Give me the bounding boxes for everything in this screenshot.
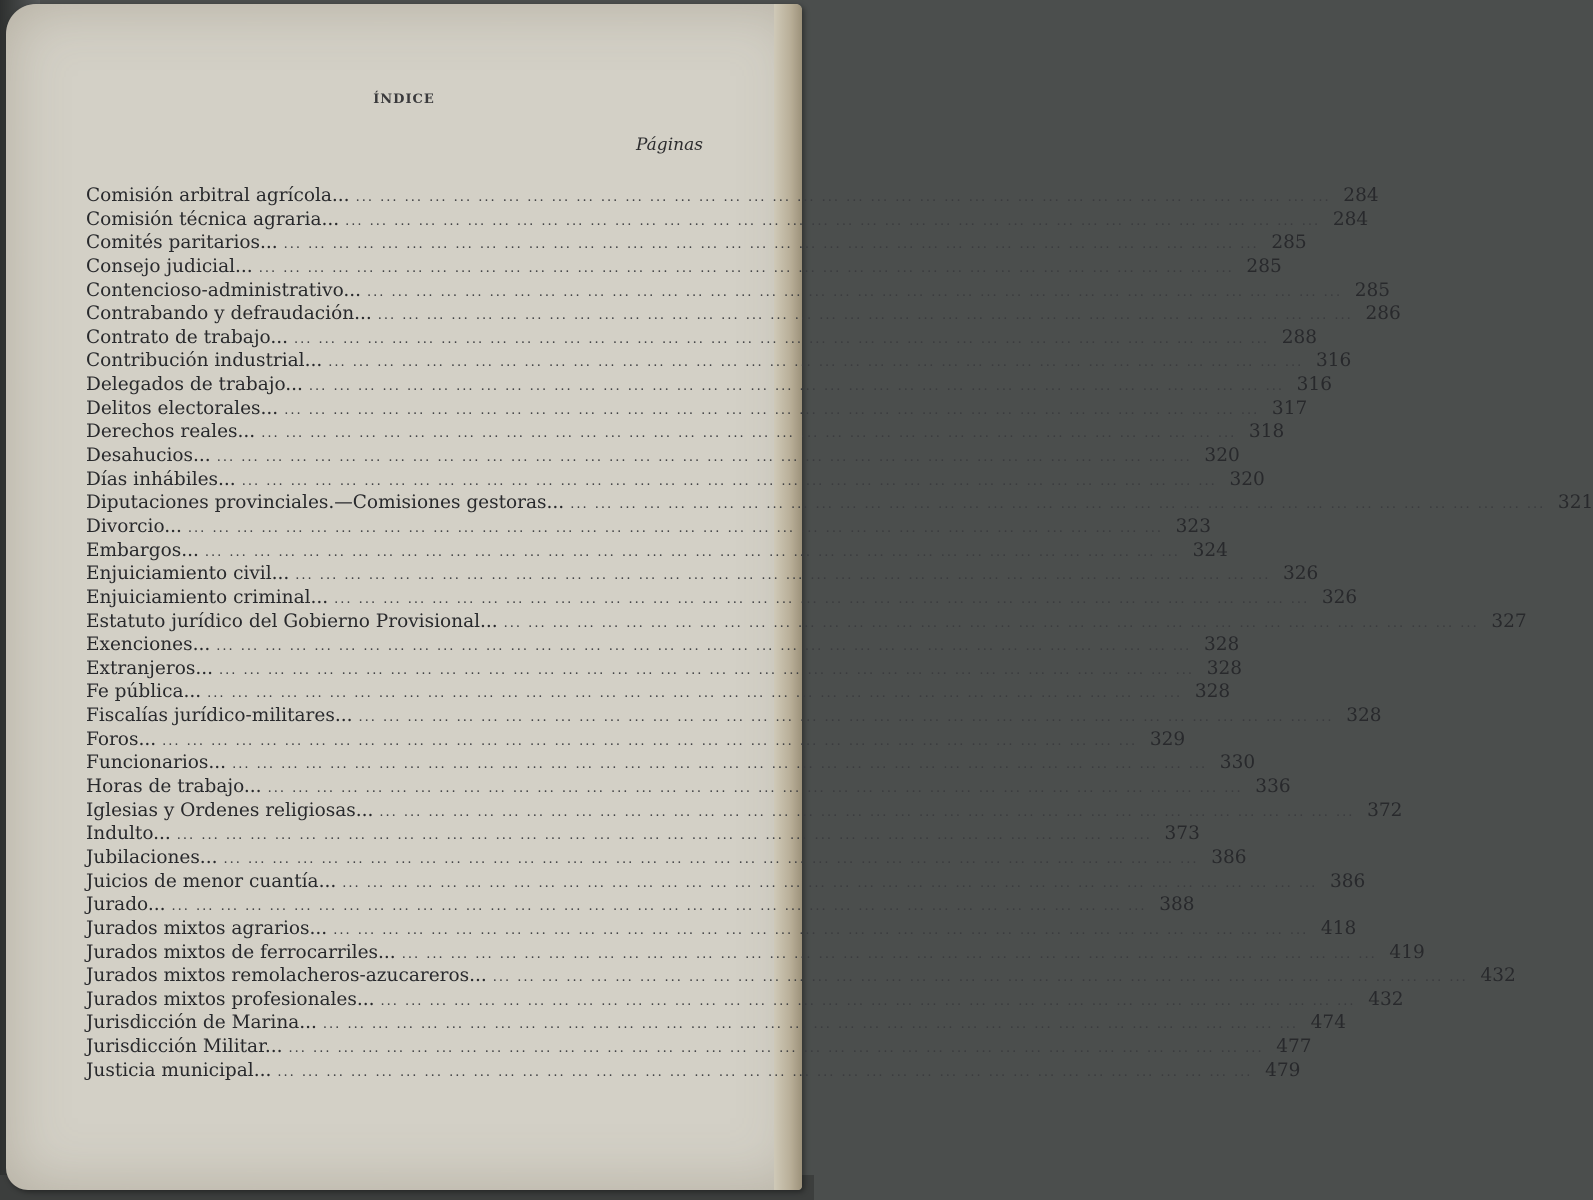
index-entry — [86, 775, 1291, 799]
index-entry-label: Comisión arbitral agrícola... — [86, 185, 350, 206]
index-entry-label: Comisión técnica agraria... — [86, 208, 340, 230]
index-entry — [86, 870, 1366, 894]
dot-leader: ... ... ... ... ... ... ... ... ... ... ... ... ... ... ... ... ... ... ... ... ... ... ... ... ... ... ... ... ... ... ... ... ... ... ... ... ... ... ... ... — [277, 1064, 1253, 1080]
index-entry-label: Jubilaciones... — [86, 846, 218, 868]
dot-leader: ... ... ... ... ... ... ... ... ... ... ... ... ... ... ... ... ... ... ... ... ... ... ... ... ... ... ... ... ... ... ... ... ... ... ... ... ... ... ... ... — [288, 1041, 1264, 1057]
dot-leader: ... ... ... ... ... ... ... ... ... ... ... ... ... ... ... ... ... ... ... ... ... ... ... ... ... ... ... ... ... ... ... ... ... ... ... ... ... ... ... ... — [367, 284, 1343, 300]
index-entry-label: Comités paritarios... — [86, 232, 278, 254]
dot-leader: ... ... ... ... ... ... ... ... ... ... ... ... ... ... ... ... ... ... ... ... ... ... ... ... ... ... ... ... ... ... ... ... ... ... ... ... ... ... ... ... — [176, 828, 1152, 844]
index-entry-label: Contrato de trabajo... — [86, 326, 289, 348]
index-entry — [86, 184, 1379, 208]
index-entry — [86, 1011, 1346, 1035]
index-entry-label: Diputaciones provinciales.—Comisiones gestoras... — [86, 492, 565, 514]
index-entry-page: 336 — [1255, 776, 1291, 798]
index-entry-label: Divorcio... — [86, 515, 182, 537]
dot-leader: ... ... ... ... ... ... ... ... ... ... ... ... ... ... ... ... ... ... ... ... ... ... ... ... ... ... ... ... ... ... ... ... ... ... ... ... ... ... ... ... — [355, 190, 1331, 205]
index-entry-page: 328 — [1346, 705, 1382, 727]
index-entry — [86, 539, 1228, 563]
index-entry-page: 316 — [1315, 350, 1352, 372]
index-entry-page: 328 — [1194, 681, 1231, 703]
index-entry-label: Jurados mixtos de ferrocarriles... — [86, 941, 396, 963]
dot-leader: ... ... ... ... ... ... ... ... ... ... ... ... ... ... ... ... ... ... ... ... ... ... ... ... ... ... ... ... ... ... ... ... ... ... ... ... ... ... ... ... — [267, 781, 1243, 797]
index-entry-page: 323 — [1175, 515, 1211, 537]
index-entry-label: Enjuiciamiento civil... — [86, 563, 290, 585]
index-entry-page: 330 — [1219, 752, 1256, 774]
dot-leader: ... ... ... ... ... ... ... ... ... ... ... ... ... ... ... ... ... ... ... ... ... ... ... ... ... ... ... ... ... ... ... ... ... ... ... ... ... ... ... ... — [216, 639, 1192, 655]
index-entry-label: Estatuto jurídico del Gobierno Provisional... — [86, 610, 498, 632]
dot-leader: ... ... ... ... ... ... ... ... ... ... ... ... ... ... ... ... ... ... ... ... ... ... ... ... ... ... ... ... ... ... ... ... ... ... ... ... ... ... ... ... — [283, 237, 1259, 253]
index-entry-label: Funcionarios... — [86, 752, 227, 774]
index-entry-label: Jurado... — [86, 894, 166, 916]
dot-leader: ... ... ... ... ... ... ... ... ... ... ... ... ... ... ... ... ... ... ... ... ... ... ... ... ... ... ... ... ... ... ... ... ... ... ... ... ... ... ... ... — [284, 402, 1260, 418]
index-entry-label: Embargos... — [86, 539, 199, 561]
dot-leader: ... ... ... ... ... ... ... ... ... ... ... ... ... ... ... ... ... ... ... ... ... ... ... ... ... ... ... ... ... ... ... ... ... ... ... ... ... ... ... ... — [216, 450, 1192, 466]
index-entry — [86, 586, 1358, 610]
index-entry — [86, 444, 1240, 468]
running-head: ÍNDICE — [373, 92, 435, 107]
index-entry-page: 373 — [1164, 823, 1200, 845]
index-entry-page: 321 — [1557, 492, 1593, 514]
dot-leader: ... ... ... ... ... ... ... ... ... ... ... ... ... ... ... ... ... ... ... ... ... ... ... ... ... ... ... ... ... ... ... ... ... ... ... ... ... ... ... ... — [204, 544, 1180, 560]
dot-leader: ... ... ... ... ... ... ... ... ... ... ... ... ... ... ... ... ... ... ... ... ... ... ... ... ... ... ... ... ... ... ... ... ... ... ... ... ... ... ... ... — [308, 379, 1284, 395]
dot-leader: ... ... ... ... ... ... ... ... ... ... ... ... ... ... ... ... ... ... ... ... ... ... ... ... ... ... ... ... ... ... ... ... ... ... ... ... ... ... ... ... — [345, 213, 1321, 229]
dot-leader: ... ... ... ... ... ... ... ... ... ... ... ... ... ... ... ... ... ... ... ... ... ... ... ... ... ... ... ... ... ... ... ... ... ... ... ... ... ... ... ... — [295, 568, 1271, 584]
index-entry-label: Horas de trabajo... — [86, 776, 262, 798]
dot-leader: ... ... ... ... ... ... ... ... ... ... ... ... ... ... ... ... ... ... ... ... ... ... ... ... ... ... ... ... ... ... ... ... ... ... ... ... ... ... ... ... — [342, 875, 1318, 891]
index-entry — [86, 610, 1527, 634]
index-entry — [86, 1035, 1312, 1059]
dot-leader: ... ... ... ... ... ... ... ... ... ... ... ... ... ... ... ... ... ... ... ... ... ... ... ... ... ... ... ... ... ... ... ... ... ... ... ... ... ... ... ... — [207, 686, 1183, 702]
index-entry-page: 372 — [1367, 799, 1403, 821]
index-entry-label: Jurados mixtos profesionales... — [86, 988, 375, 1010]
index-entry — [86, 917, 1357, 941]
index-entry — [86, 964, 1516, 988]
index-entry-page: 284 — [1343, 185, 1379, 206]
index-entry-page: 316 — [1296, 374, 1332, 396]
index-entry-page: 285 — [1354, 279, 1391, 301]
index-entry — [86, 988, 1404, 1012]
book-page — [6, 4, 1593, 1190]
index-entry — [86, 893, 1195, 917]
index-entry — [86, 562, 1319, 586]
index-entry — [86, 633, 1240, 657]
dot-leader: ... ... ... ... ... ... ... ... ... ... ... ... ... ... ... ... ... ... ... ... ... ... ... ... ... ... ... ... ... ... ... ... ... ... ... ... ... ... ... ... — [258, 260, 1234, 276]
index-entry-page: 329 — [1149, 728, 1186, 750]
index-entry — [86, 657, 1243, 681]
index-entry — [86, 680, 1231, 704]
index-entry-label: Indulto... — [86, 823, 171, 845]
index-entry-page: 386 — [1329, 870, 1366, 892]
index-entry — [86, 420, 1285, 444]
index-entry — [86, 515, 1211, 539]
dot-leader: ... ... ... ... ... ... ... ... ... ... ... ... ... ... ... ... ... ... ... ... ... ... ... ... ... ... ... ... ... ... ... ... ... ... ... ... ... ... ... ... — [379, 804, 1355, 820]
index-entry-page: 327 — [1491, 610, 1527, 632]
dot-leader: ... ... ... ... ... ... ... ... ... ... ... ... ... ... ... ... ... ... ... ... ... ... ... ... ... ... ... ... ... ... ... ... ... ... ... ... ... ... ... ... — [171, 899, 1147, 915]
index-entry-label: Fiscalías jurídico-militares... — [86, 705, 353, 727]
index-entry-label: Desahucios... — [86, 445, 211, 467]
index-entry-page: 285 — [1271, 232, 1307, 254]
index-entry — [86, 1059, 1301, 1083]
index-entry-label: Justicia municipal... — [86, 1059, 272, 1081]
index-entry — [86, 704, 1382, 728]
index-entry-page: 479 — [1265, 1059, 1301, 1081]
index-entry-label: Fe pública... — [86, 681, 202, 703]
index-entry-label: Jurados mixtos agrarios... — [86, 917, 328, 939]
index-entry-page: 288 — [1281, 326, 1318, 348]
index-entry-label: Contrabando y defraudación... — [86, 303, 372, 325]
index-entry-label: Delitos electorales... — [86, 397, 279, 419]
dot-leader: ... ... ... ... ... ... ... ... ... ... ... ... ... ... ... ... ... ... ... ... ... ... ... ... ... ... ... ... ... ... ... ... ... ... ... ... ... ... ... ... — [261, 426, 1237, 442]
dot-leader: ... ... ... ... ... ... ... ... ... ... ... ... ... ... ... ... ... ... ... ... ... ... ... ... ... ... ... ... ... ... ... ... ... ... ... ... ... ... ... ... — [380, 993, 1356, 1009]
index-entry-label: Consejo judicial... — [86, 255, 253, 277]
pages-column-header: Páginas — [636, 135, 703, 155]
index-entry-label: Exenciones... — [86, 634, 211, 656]
index-entry-label: Iglesias y Ordenes religiosas... — [86, 799, 374, 821]
index-entry-label: Delegados de trabajo... — [86, 374, 303, 396]
index-entry-page: 477 — [1276, 1036, 1312, 1058]
index-entry-page: 386 — [1211, 846, 1247, 868]
dot-leader: ... ... ... ... ... ... ... ... ... ... ... ... ... ... ... ... ... ... ... ... ... ... ... ... ... ... ... ... ... ... ... ... ... ... ... ... ... ... ... ... — [503, 615, 1479, 631]
index-entry-page: 432 — [1480, 965, 1516, 987]
index-entry-label: Jurisdicción de Marina... — [86, 1012, 317, 1034]
index-entry-label: Jurisdicción Militar... — [86, 1036, 283, 1058]
index-entry-page: 284 — [1332, 208, 1369, 230]
dot-leader: ... ... ... ... ... ... ... ... ... ... ... ... ... ... ... ... ... ... ... ... ... ... ... ... ... ... ... ... ... ... ... ... ... ... ... ... ... ... ... ... — [328, 355, 1304, 371]
index-entry-page: 326 — [1283, 563, 1319, 585]
dot-leader: ... ... ... ... ... ... ... ... ... ... ... ... ... ... ... ... ... ... ... ... ... ... ... ... ... ... ... ... ... ... ... ... ... ... ... ... ... ... ... ... — [322, 1017, 1298, 1033]
index-entry-label: Jurados mixtos remolacheros-azucareros... — [86, 965, 487, 987]
index-entry-page: 326 — [1321, 586, 1358, 608]
index-entry — [86, 846, 1247, 870]
dot-leader: ... ... ... ... ... ... ... ... ... ... ... ... ... ... ... ... ... ... ... ... ... ... ... ... ... ... ... ... ... ... ... ... ... ... ... ... ... ... ... ... — [334, 591, 1310, 607]
index-list — [86, 184, 1593, 1082]
index-entry-page: 474 — [1310, 1012, 1346, 1034]
index-entry-label: Enjuiciamiento criminal... — [86, 586, 329, 608]
index-entry-label: Derechos reales... — [86, 421, 256, 443]
index-entry-page: 285 — [1246, 255, 1282, 277]
index-entry-label: Contribución industrial... — [86, 350, 323, 372]
dot-leader: ... ... ... ... ... ... ... ... ... ... ... ... ... ... ... ... ... ... ... ... ... ... ... ... ... ... ... ... ... ... ... ... ... ... ... ... ... ... ... ... — [232, 757, 1208, 773]
index-entry — [86, 491, 1593, 515]
index-entry-label: Contencioso-administrativo... — [86, 279, 362, 301]
index-entry-label: Días inhábiles... — [86, 468, 236, 490]
dot-leader: ... ... ... ... ... ... ... ... ... ... ... ... ... ... ... ... ... ... ... ... ... ... ... ... ... ... ... ... ... ... ... ... ... ... ... ... ... ... ... ... — [358, 710, 1334, 726]
index-entry — [86, 397, 1308, 421]
index-entry-label: Juicios de menor cuantía... — [86, 870, 337, 892]
index-entry — [86, 799, 1403, 823]
index-entry — [86, 373, 1332, 397]
index-entry-page: 328 — [1206, 657, 1243, 679]
dot-leader: ... ... ... ... ... ... ... ... ... ... ... ... ... ... ... ... ... ... ... ... ... ... ... ... ... ... ... ... ... ... ... ... ... ... ... ... ... ... ... ... — [187, 520, 1163, 536]
index-entry-page: 317 — [1271, 397, 1308, 419]
index-entry-page: 286 — [1365, 303, 1401, 325]
dot-leader: ... ... ... ... ... ... ... ... ... ... ... ... ... ... ... ... ... ... ... ... ... ... ... ... ... ... ... ... ... ... ... ... ... ... ... ... ... ... ... ... — [294, 331, 1270, 347]
index-entry — [86, 751, 1256, 775]
dot-leader: ... ... ... ... ... ... ... ... ... ... ... ... ... ... ... ... ... ... ... ... ... ... ... ... ... ... ... ... ... ... ... ... ... ... ... ... ... ... ... ... — [333, 922, 1309, 938]
dot-leader: ... ... ... ... ... ... ... ... ... ... ... ... ... ... ... ... ... ... ... ... ... ... ... ... ... ... ... ... ... ... ... ... ... ... ... ... ... ... ... ... — [241, 473, 1217, 489]
index-entry — [86, 349, 1352, 373]
index-entry-label: Extranjeros... — [86, 657, 213, 679]
dot-leader: ... ... ... ... ... ... ... ... ... ... ... ... ... ... ... ... ... ... ... ... ... ... ... ... ... ... ... ... ... ... ... ... ... ... ... ... ... ... ... ... — [377, 308, 1353, 324]
index-entry-page: 320 — [1204, 445, 1240, 467]
dot-leader: ... ... ... ... ... ... ... ... ... ... ... ... ... ... ... ... ... ... ... ... ... ... ... ... ... ... ... ... ... ... ... ... ... ... ... ... ... ... ... ... — [223, 851, 1199, 867]
index-entry — [86, 255, 1282, 279]
index-entry — [86, 279, 1391, 303]
index-entry — [86, 231, 1307, 255]
index-entry-page: 328 — [1203, 634, 1240, 656]
index-entry — [86, 302, 1401, 326]
index-entry-page: 432 — [1368, 988, 1404, 1010]
dot-leader: ... ... ... ... ... ... ... ... ... ... ... ... ... ... ... ... ... ... ... ... ... ... ... ... ... ... ... ... ... ... ... ... ... ... ... ... ... ... ... ... — [162, 733, 1138, 749]
index-entry-page: 324 — [1192, 539, 1228, 561]
index-entry — [86, 941, 1425, 965]
index-entry-page: 320 — [1229, 468, 1265, 490]
index-entry-page: 318 — [1248, 421, 1285, 443]
index-entry-label: Foros... — [86, 728, 157, 750]
index-entry — [86, 208, 1369, 232]
index-entry — [86, 822, 1200, 846]
dot-leader: ... ... ... ... ... ... ... ... ... ... ... ... ... ... ... ... ... ... ... ... ... ... ... ... ... ... ... ... ... ... ... ... ... ... ... ... ... ... ... ... — [492, 970, 1468, 986]
dot-leader: ... ... ... ... ... ... ... ... ... ... ... ... ... ... ... ... ... ... ... ... ... ... ... ... ... ... ... ... ... ... ... ... ... ... ... ... ... ... ... ... — [570, 497, 1546, 513]
dot-leader: ... ... ... ... ... ... ... ... ... ... ... ... ... ... ... ... ... ... ... ... ... ... ... ... ... ... ... ... ... ... ... ... ... ... ... ... ... ... ... ... — [401, 946, 1377, 962]
index-entry-page: 388 — [1159, 894, 1195, 916]
index-entry — [86, 326, 1318, 350]
index-entry — [86, 468, 1265, 492]
index-entry — [86, 728, 1186, 752]
index-entry-page: 419 — [1389, 941, 1425, 963]
index-entry-page: 418 — [1320, 917, 1357, 939]
dot-leader: ... ... ... ... ... ... ... ... ... ... ... ... ... ... ... ... ... ... ... ... ... ... ... ... ... ... ... ... ... ... ... ... ... ... ... ... ... ... ... ... — [218, 662, 1195, 678]
